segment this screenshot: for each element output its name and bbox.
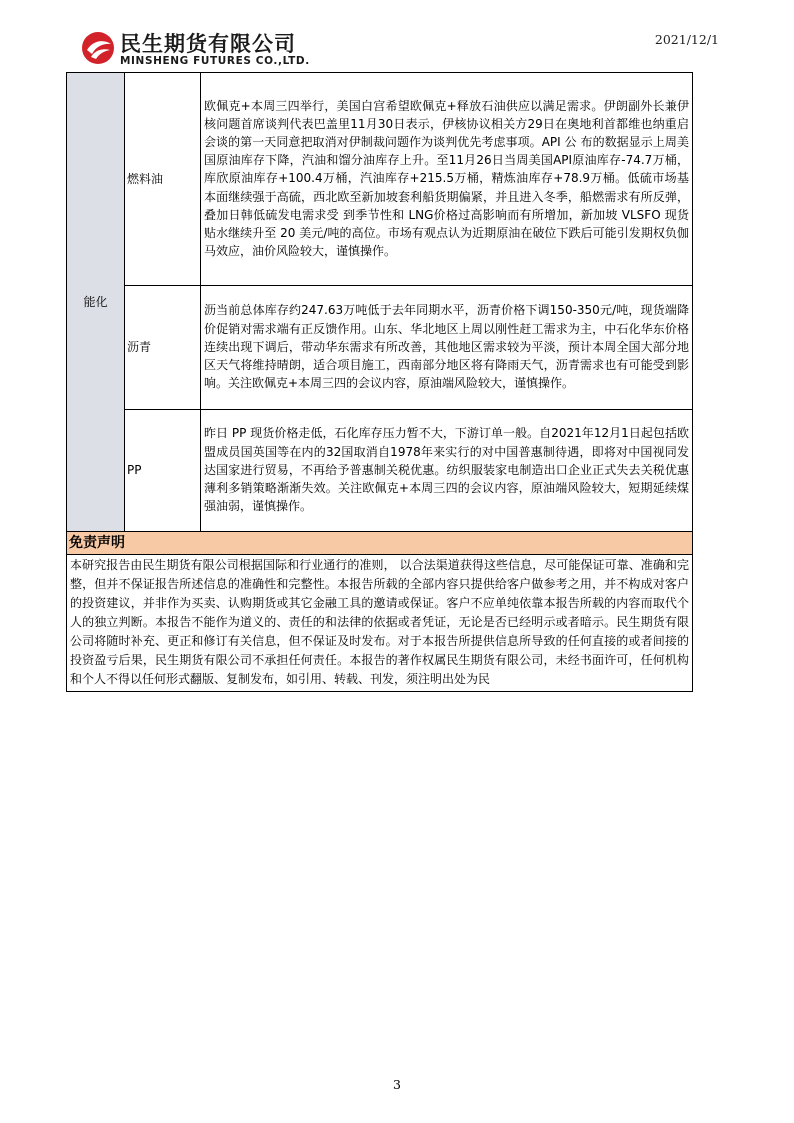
category-cell: 能化: [67, 73, 125, 532]
company-name-en: MINSHENG FUTURES CO.,LTD.: [120, 55, 310, 67]
product-analysis: [201, 286, 693, 410]
company-logo: [80, 28, 320, 72]
report-date: 2021/12/1: [654, 32, 719, 47]
product-analysis: [201, 73, 693, 286]
page-header: [0, 0, 794, 72]
analysis-text: 昨日 PP 现货价格走低，石化库存压力暂不大，下游订单一般。自2021年12月1日起包括欧盟成员国英国等在内的32国取消自1978年来实行的对中国普惠制待遇，即将对中国视同发达国家进行贸易，不再给予普惠制关税优惠。纺织服装家电制造出口企业正式失去关税优惠薄利多销策略渐渐失效。关注欧佩克+本周三四的会议内容，原油端风险较大，短期延续煤强油弱，谨慎操作。: [204, 426, 689, 514]
analysis-text: 沥当前总体库存约247.63万吨低于去年同期水平，沥青价格下调150-350元/吨，现货端降价促销对需求端有正反馈作用。山东、华北地区上周以刚性赶工需求为主，中石化华东价格连续出现下调后，带动华东需求有所改善，其他地区需求较为平淡，预计本周全国大部分地区天气将维持晴朗，适合项目施工，西南部分地区将有降雨天气，沥青需求也有可能受到影响。关注欧佩克+本周三四的会议内容，原油端风险较大，谨慎操作。: [204, 303, 689, 391]
table-row: [67, 286, 693, 410]
page-number: 3: [393, 1077, 401, 1092]
table-row: [67, 410, 693, 532]
minsheng-logo-icon: [80, 30, 116, 66]
disclaimer-header-row: [67, 532, 693, 555]
disclaimer-text: 本研究报告由民生期货有限公司根据国际和行业通行的准则， 以合法渠道获得这些信息，尽可能保证可靠、准确和完整，但并不保证报告所述信息的准确性和完整性。本报告所载的全部内容只提供给客户做参考之用，并不构成对客户的投资建议，并非作为买卖、认购期货或其它金融工具的邀请或保证。客户不应单纯依靠本报告所载的内容而取代个人的独立判断。本报告不能作为道义的、责任的和法律的依据或者凭证，无论是否已经明示或者暗示。民生期货有限公司将随时补充、更正和修订有关信息，但不保证及时发布。对于本报告所提供信息所导致的任何直接的或者间接的投资盈亏后果，民生期货有限公司不承担任何责任。本报告的著作权属民生期货有限公司，未经书面许可，任何机构和个人不得以任何形式翻版、复制发布，如引用、转载、刊发，须注明出处为民: [67, 555, 693, 692]
product-name: 燃料油: [125, 73, 201, 286]
company-name-cn: 民生期货有限公司: [120, 32, 296, 56]
commodity-table: [66, 72, 693, 692]
product-analysis: [201, 410, 693, 532]
product-name: PP: [125, 410, 201, 532]
disclaimer-body-row: [67, 555, 693, 692]
table-row: [67, 73, 693, 286]
disclaimer-title: 免责声明: [67, 532, 693, 555]
analysis-text: 欧佩克+本周三四举行，美国白宫希望欧佩克+释放石油供应以满足需求。伊朗副外长兼伊核问题首席谈判代表巴盖里11月30日表示，伊核协议相关方29日在奥地利首都维也纳重启会谈的第一天同意把取消对伊制裁问题作为谈判优先考虑事项。API 公 布的数据显示上周美国原油库存下降，汽油和馏分油库存上升。至11月26日当周美国API原油库存-74.7万桶，库欣原油库存+100.4万桶，汽油库存+215.5万桶，精炼油库存+78.9万桶。低硫市场基本面继续强于高硫，西北欧至新加坡套利船货期偏紧，并且进入冬季，船燃需求有所反弹，叠加日韩低硫发电需求受 到季节性和 LNG价格过高影响而有所增加，新加坡 VLSFO 现货贴水继续升至 20 美元/吨的高位。市场有观点认为近期原油在破位下跌后可能引发期权负伽马效应，油价风险较大，谨慎操作。: [204, 98, 689, 259]
product-name: 沥青: [125, 286, 201, 410]
